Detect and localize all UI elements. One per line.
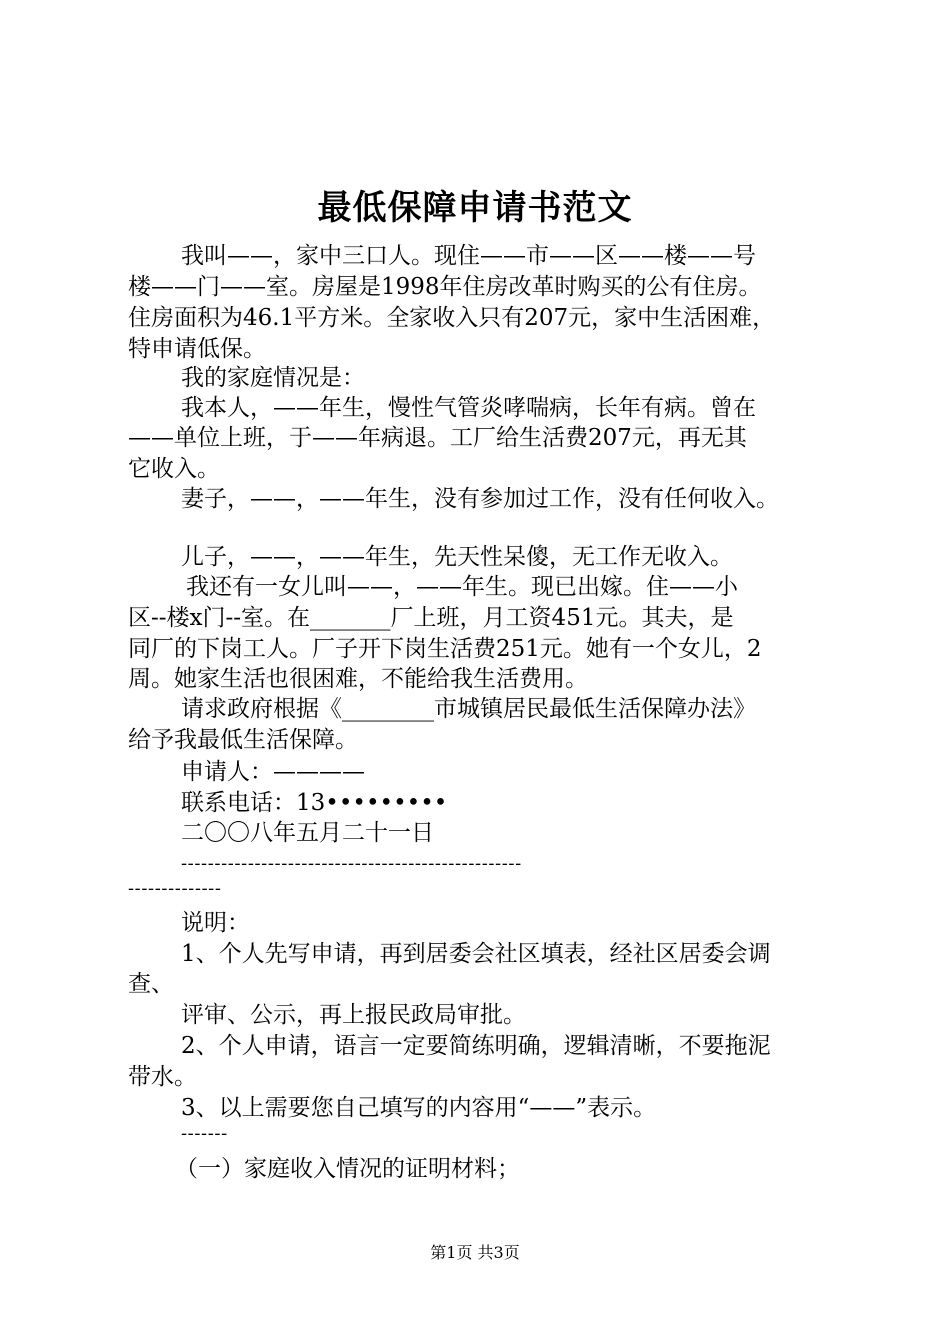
paragraph-line: 儿子，——，——年生，先天性呆傻，无工作无收入。 (181, 544, 733, 570)
document-title: 最低保障申请书范文 (317, 188, 633, 228)
paragraph-line: 我还有一女儿叫——，——年生。现已出嫁。住——小 (186, 574, 738, 600)
paragraph-line: 我叫——，家中三口人。现住——市——区——楼——号 (181, 243, 756, 269)
section-heading: （一）家庭收入情况的证明材料； (175, 1156, 520, 1182)
note-line: 带水。 (128, 1064, 197, 1090)
paragraph-line: 它收入。 (128, 456, 220, 482)
note-line: 1、个人先写申请，再到居委会社区填表，经社区居委会调 (181, 941, 771, 967)
separator-line: --------------------------------------------------- (181, 853, 522, 874)
phone-line: 联系电话：13••••••••• (181, 790, 448, 816)
paragraph-line: 同厂的下岗工人。厂子开下岗生活费251元。她有一个女儿，2 (128, 636, 762, 662)
note-line: 3、以上需要您自己填写的内容用“——”表示。 (181, 1095, 657, 1121)
paragraph-line: 周。她家生活也很困难，不能给我生活费用。 (128, 666, 588, 692)
paragraph-line: 楼——门——室。房屋是1998年住房改革时购买的公有住房。 (128, 274, 762, 300)
paragraph-line: ——单位上班，于——年病退。工厂给生活费207元，再无其 (128, 425, 747, 451)
page-footer: 第1页 共3页 (430, 1243, 520, 1262)
paragraph-line: 请求政府根据《________市城镇居民最低生活保障办法》 (181, 696, 756, 722)
paragraph-line: 给予我最低生活保障。 (128, 727, 358, 753)
paragraph-line: 区--楼x门--室。在_______厂上班，月工资451元。其夫，是 (128, 605, 734, 631)
separator-line: ------- (181, 1123, 228, 1144)
note-line: 评审、公示，再上报民政局审批。 (181, 1002, 526, 1028)
notes-heading: 说明： (181, 910, 250, 936)
note-line: 查、 (128, 971, 174, 997)
paragraph-line: 我的家庭情况是： (181, 365, 365, 391)
separator-line: -------------- (128, 878, 222, 899)
applicant-line: 申请人：———— (181, 759, 365, 785)
paragraph-line: 住房面积为46.1平方米。全家收入只有207元，家中生活困难， (128, 305, 776, 331)
paragraph-line: 特申请低保。 (128, 336, 266, 362)
paragraph-line: 妻子，——，——年生，没有参加过工作，没有任何收入。 (181, 486, 779, 512)
date-line: 二〇〇八年五月二十一日 (181, 820, 434, 846)
note-line: 2、个人申请，语言一定要简练明确，逻辑清晰，不要拖泥 (181, 1033, 771, 1059)
paragraph-line: 我本人，——年生，慢性气管炎哮喘病，长年有病。曾在 (181, 395, 756, 421)
